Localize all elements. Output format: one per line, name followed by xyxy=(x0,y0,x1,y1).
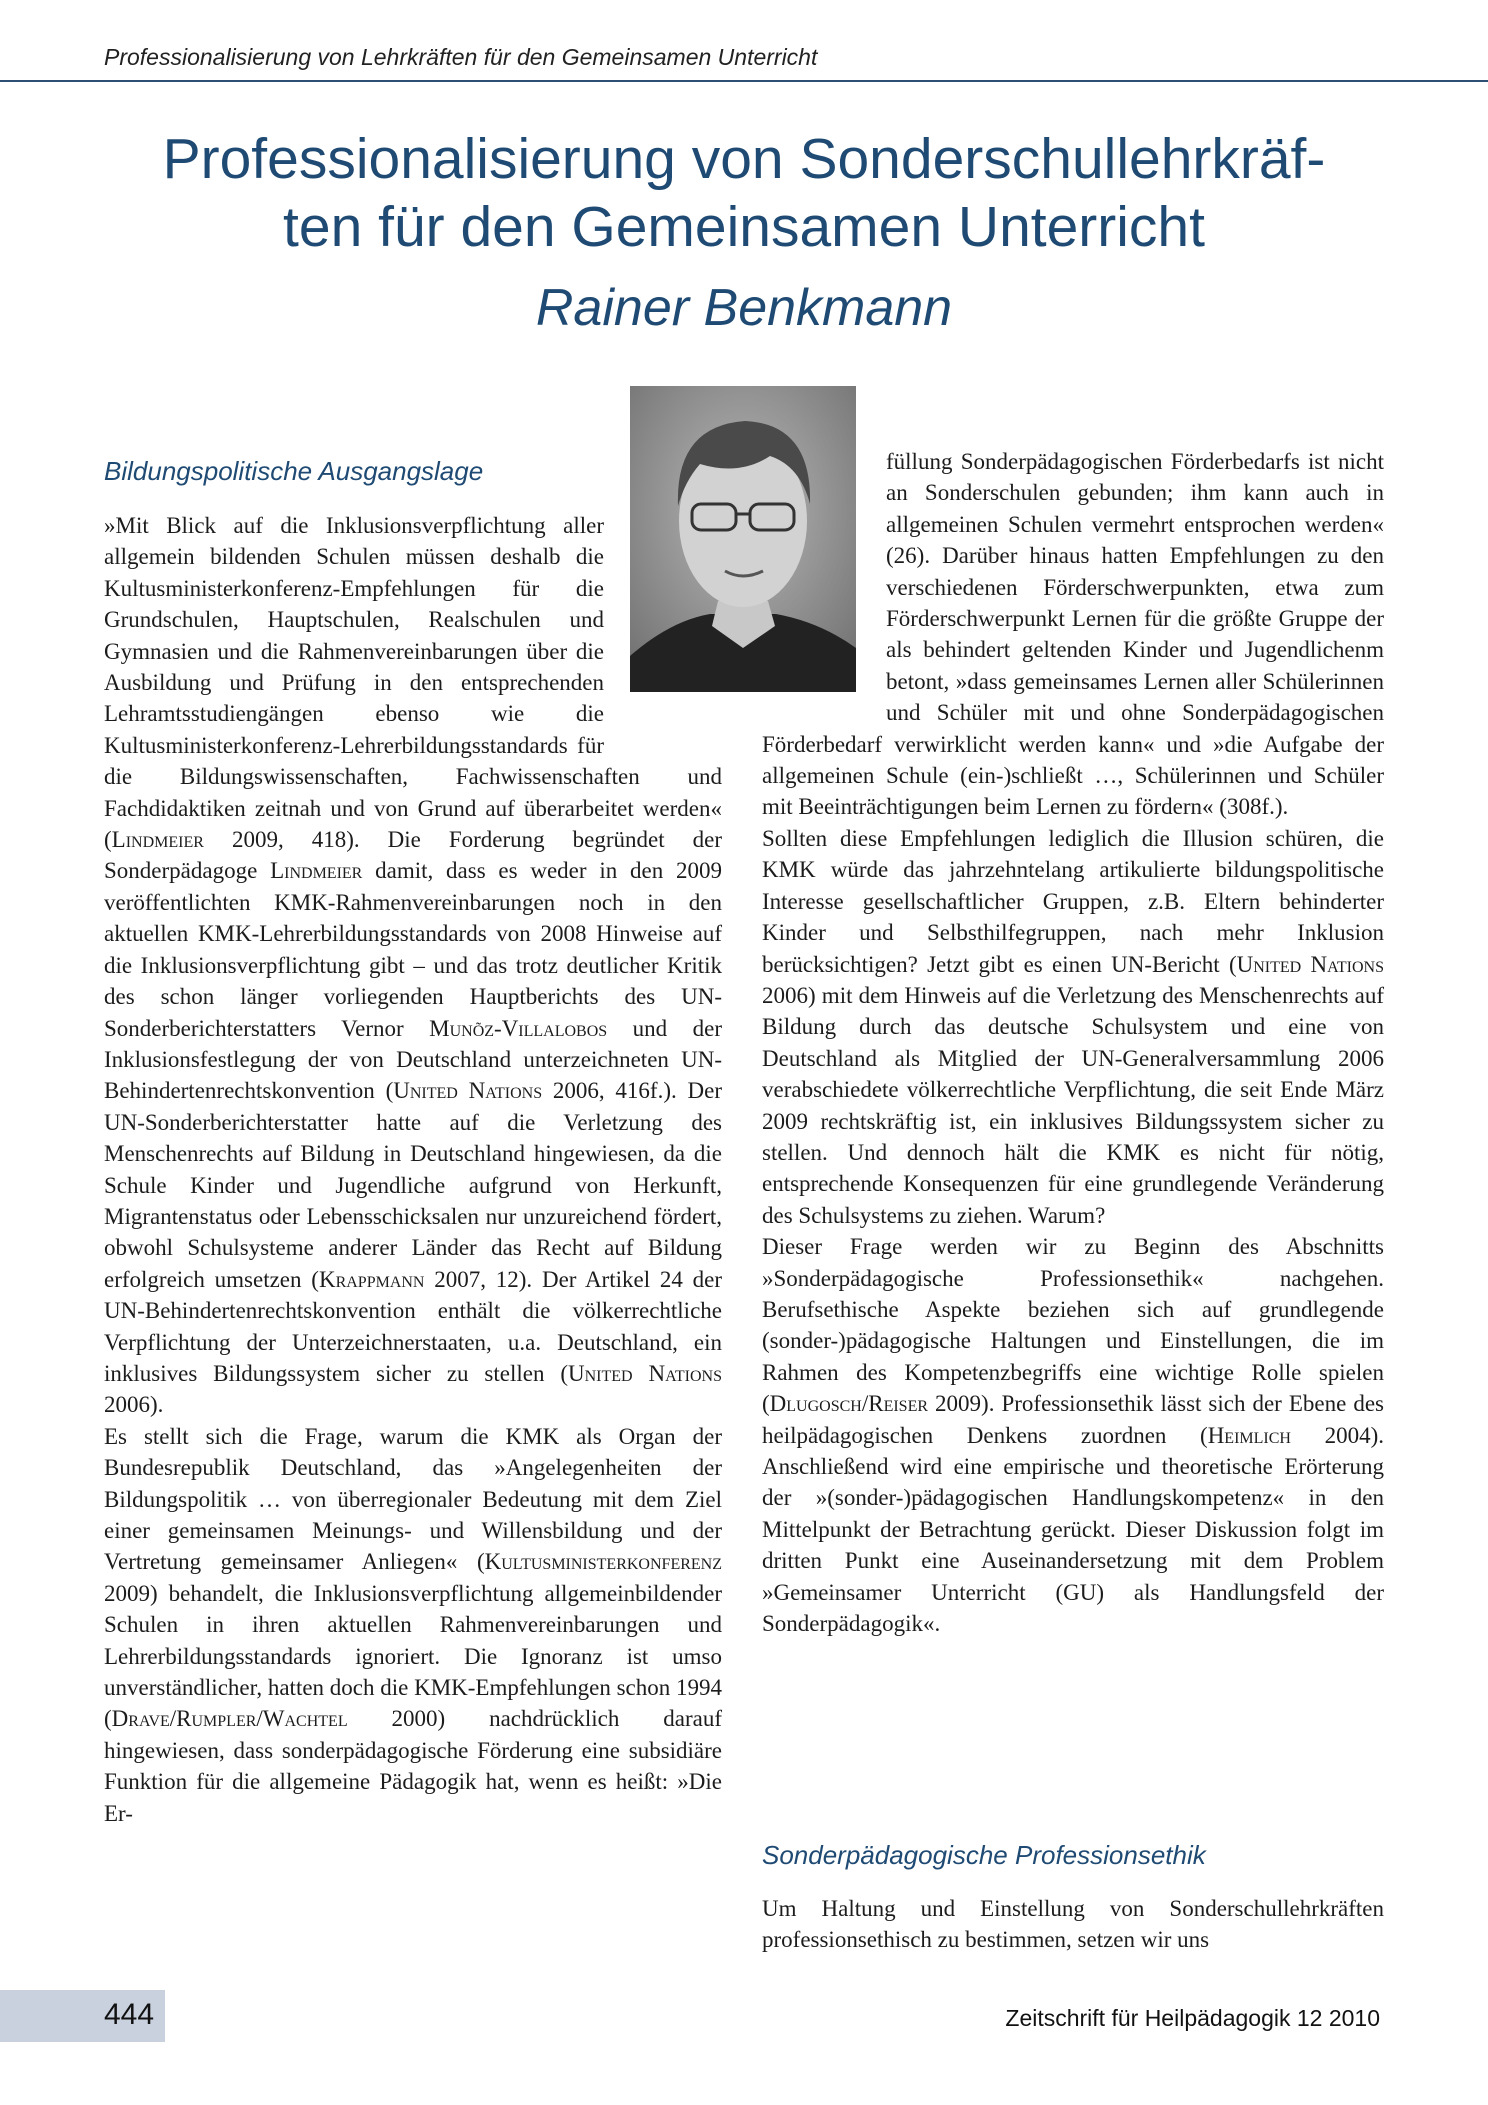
section-heading-sonderpaedagogische-professionsethik: Sonderpädagogische Professionsethik xyxy=(762,1840,1206,1870)
title-line-2: ten für den Gemeinsamen Unterricht xyxy=(283,195,1205,259)
left-column xyxy=(104,510,722,1829)
citation: Munõz-Villalobos xyxy=(429,1015,608,1041)
author-name: Rainer Benkmann xyxy=(535,279,953,337)
citation: United Nations xyxy=(1236,951,1384,977)
right-paragraph-1: füllung Sonderpädagogischen Förderbedarfs ist nicht an Sonderschulen gebunden; ihm kann auch in allgemeinen Schulen vermehrt entsprochen werden« (26). Darüber hinaus hatten Empfehlungen zu den verschiedenen Förderschwerpunkten, etwa zum Förderschwerpunkt Lernen für die größte Gruppe der als behindert geltenden Kinder und Jugendlichenm betont, »dass gemeinsames Lernen aller Schülerinnen und Schüler mit und ohne Sonderpädagogischen Förderbedarf verwirklicht werden kann« und »die Aufgabe der allgemeinen Schule (ein-)schließt …, Schülerinnen und Schüler mit Beeinträchtigungen beim Lernen zu fördern« (308f.). xyxy=(762,449,1384,820)
running-head: Professionalisierung von Lehrkräften für den Gemeinsamen Unterricht xyxy=(104,44,818,70)
article-title xyxy=(60,125,1428,261)
citation: Drave/Rumpler/Wachtel xyxy=(111,1706,348,1732)
page-number: 444 xyxy=(104,1998,155,2031)
citation: United Nations xyxy=(568,1360,722,1386)
section-heading-bildungspolitische-ausgangslage: Bildungspolitische Ausgangslage xyxy=(104,456,484,486)
right-paragraph-4: Um Haltung und Einstellung von Sonderschullehrkräften professionsethisch zu bestimmen, setzen wir uns xyxy=(762,1896,1384,1953)
citation: Lindmeier xyxy=(270,858,363,884)
right-paragraph-3: Dieser Frage werden wir zu Beginn des Abschnitts »Sonderpädagogische Professionsethik« nachgehen. Berufsethische Aspekte beziehen sich auf grundlegende (sonder-)pädagogische Haltungen und Einstellungen, die im Rahmen des Kompetenzbegriffs eine wichtige Rolle spielen (Dlugosch/Reiser 2009). Professionsethik lässt sich der Ebene des heilpädagogischen Denkens zuordnen (Heimlich 2004). Anschließend wird eine empirische und theoretische Erörterung der »(sonder-)pädagogischen Handlungskompetenz« in den Mittelpunkt der Betrachtung gerückt. Dieser Diskussion folgt im dritten Punkt eine Auseinandersetzung mit dem Problem »Gemeinsamer Unterricht (GU) als Handlungsfeld der Sonderpädagogik«. xyxy=(762,1234,1384,1637)
left-paragraph-2: Es stellt sich die Frage, warum die KMK als Organ der Bundesrepublik Deutschland, das »Angelegenheiten der Bildungspolitik … von überregionaler Bedeutung mit dem Ziel einer gemeinsamen Meinungs- und Willensbildung und der Vertretung gemeinsamer Anliegen« (Kultusministerkonferenz 2009) behandelt, die Inklusionsverpflichtung allgemeinbildender Schulen in ihren aktuellen Rahmenvereinbarungen und Lehrerbildungsstandards ignoriert. Die Ignoranz ist umso unverständlicher, hatten doch die KMK-Empfehlungen schon 1994 (Drave/Rumpler/Wachtel 2000) nachdrücklich darauf hingewiesen, dass sonderpädagogische Förderung eine subsidiäre Funktion für die allgemeine Pädagogik hat, wenn es heißt: »Die Er- xyxy=(104,1423,723,1826)
title-line-1: Professionalisierung von Sonderschullehrkräf- xyxy=(162,127,1326,191)
citation: Lindmeier xyxy=(111,827,204,853)
citation: Krappmann xyxy=(318,1266,425,1292)
citation: United Nations xyxy=(393,1078,543,1104)
right-column-continued xyxy=(762,1893,1384,1956)
citation: Kultusministerkonferenz xyxy=(484,1549,722,1575)
right-paragraph-2: Sollten diese Empfehlungen lediglich die Illusion schüren, die KMK würde das jahrzehntelang artikulierte bildungspolitische Interesse gesellschaftlicher Gruppen, z.B. Eltern behinderter Kinder und Selbsthilfegruppen, nach mehr Inklusion berücksichtigen? Jetzt gibt es einen UN-Bericht (United Nations 2006) mit dem Hinweis auf die Verletzung des Menschenrechts auf Bildung durch das deutsche Schulsystem und eine von Deutschland als Mitglied der UN-Generalversammlung 2006 verabschiedete völkerrechtliche Verpflichtung, die seit Ende März 2009 rechtskräftig ist, ein inklusives Bildungssystem sicher zu stellen. Und dennoch hält die KMK es nicht für nötig, entsprechende Konsequenzen für eine grundlegende Veränderung des Schulsystems zu ziehen. Warum? xyxy=(762,825,1384,1228)
citation: Dlugosch/Reiser xyxy=(769,1391,929,1417)
left-paragraph-1: »Mit Blick auf die Inklusionsverpflichtung aller allgemein bildenden Schulen müssen deshalb die Kultusministerkonferenz-Empfehlungen für die Grundschulen, Hauptschulen, Realschulen und Gymnasien und die Rahmenvereinbarungen über die Ausbildung und Prüfung in den entsprechenden Lehramtsstudiengängen ebenso wie die Kultusministerkonferenz-Lehrerbildungsstandards für die Bildungswissenschaften, Fachwissenschaften und Fachdidaktiken zeitnah und von Grund auf überarbeitet werden« (Lindmeier 2009, 418). Die Forderung begründet der Sonderpädagoge Lindmeier damit, dass es weder in den 2009 veröffentlichten KMK-Rahmenvereinbarungen noch in den aktuellen KMK-Lehrerbildungsstandards von 2008 Hinweise auf die Inklusionsverpflichtung gibt – und das trotz deutlicher Kritik des schon länger vorliegenden Hauptberichts des UN-Sonderberichterstatters Vernor Munõz-Villalobos und der Inklusionsfestlegung der von Deutschland unterzeichneten UN-Behindertenrechtskonvention (United Nations 2006, 416f.). Der UN-Sonderberichterstatter hatte auf die Verletzung des Menschenrechts auf Bildung in Deutschland hingewiesen, da die Schule Kinder und Jugendliche aufgrund von Herkunft, Migrantenstatus oder Lebensschicksalen nur unzureichend fördert, obwohl Schulsysteme anderer Länder das Recht auf Bildung erfolgreich umsetzen (Krappmann 2007, 12). Der Artikel 24 der UN-Behindertenrechtskonvention enthält die völkerrechtliche Verpflichtung der Unterzeichnerstaaten, u.a. Deutschland, ein inklusives Bildungssystem sicher zu stellen (United Nations 2006). xyxy=(104,513,722,1418)
header-rule xyxy=(0,80,1488,82)
right-column xyxy=(762,446,1384,1639)
citation: Heimlich xyxy=(1207,1422,1291,1448)
journal-footer: Zeitschrift für Heilpädagogik 12 2010 xyxy=(1005,2005,1380,2031)
